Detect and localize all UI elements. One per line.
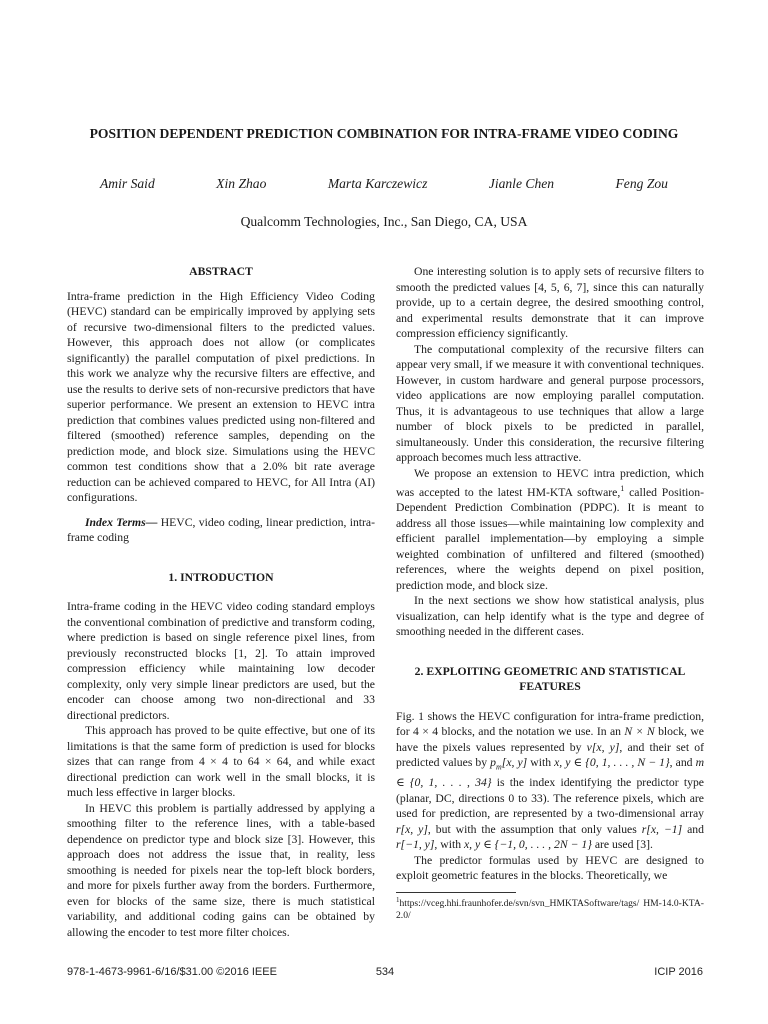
author-list (100, 176, 668, 192)
intro-paragraph-6: We propose an extension to HEVC intra prediction, which was accepted to the latest HM-KTA software,$^1$ called Position-Dependent Prediction Combination (PDPC). It is meant to address all those issues—while maintaining low complexity and efficient parallel implementation—by employing a simple weighted combination of unfiltered and filtered (smoothed) references, where the weights depend on pixel position, prediction mode, and block size. (396, 466, 704, 592)
left-column (67, 264, 375, 940)
footnote-number: 1 (396, 895, 400, 904)
index-terms-label: Index Terms— (85, 515, 158, 529)
section-2-paragraph-1: Fig. 1 shows the HEVC configuration for intra-frame prediction, for 4 × 4 blocks, and the notation we use. In an N × N block, we have the pixels values represented by v[x, y], and their set of predicted values by $p_m[x$, y] with x, y ∈ {0, 1, . . . , N − 1}, and m ∈ {0, 1, . . . , 34} is the index identifying the predictor type (planar, DC, directions 0 to 33). The reference pixels, which are used for prediction, are represented by a two-dimensional array r[x, y], but with the assumption that only values r[x, −1] and r[−1, y], with x, y ∈ {−1, 0, . . . , 2N − 1} are used [3]. (396, 709, 705, 852)
page-number: 534 (375, 966, 395, 978)
paper-title: POSITION DEPENDENT PREDICTION COMBINATION FOR INTRA-FRAME VIDEO CODING (89, 126, 679, 141)
footnote-url: https://vceg.hhi.fraunhofer.de/svn/svn_HMKTASoftware/tags/ HM-14.0-KTA-2.0/ (396, 897, 704, 921)
intro-paragraph-7: In the next sections we show how statistical analysis, plus visualization, can help identify what is the type and degree of smoothing needed in the different cases. (396, 594, 704, 639)
intro-paragraph-4: One interesting solution is to apply sets of recursive filters to smooth the predicted values [4, 5, 6, 7], since this can naturally provide, up to a certain degree, the desired smoothing control, and experimental results demonstrate that it can improve compression efficiency significantly. (396, 265, 704, 340)
affiliation: Qualcomm Technologies, Inc., San Diego, CA, USA (240, 214, 528, 229)
intro-paragraph-5: The computational complexity of the recursive filters can appear very small, if we measure it with conventional techniques. However, in custom hardware and general purpose processors, video applications are now employing parallel computation. Thus, it is advantageous to use techniques that allow a large number of block pixels to be predicted in parallel, simultaneously. Under this consideration, the recursive filtering approach becomes much less attractive. (396, 342, 704, 464)
footer-isbn: 978-1-4673-9961-6/16/$31.00 ©2016 IEEE (67, 966, 277, 978)
author-name: Marta Karczewicz (327, 176, 428, 191)
abstract-text: Intra-frame prediction in the High Efficiency Video Coding (HEVC) standard can be empirically improved by applying sets of recursive two-dimensional filters to the predicted values. However, this approach does not allow (or complicates significantly) the parallel computation of pixel predictions. In this work we analyze why the recursive filters are effective, and use the results to derive sets of non-recursive predictors that have superior performance. We present an extension to HEVC intra prediction that combines values predicted using non-filtered and filtered (smoothed) reference samples, depending on the prediction mode, and block size. Simulations using the HEVC common test conditions show that a 2.0% bit rate average reduction can be achieved compared to HEVC, for All Intra (AI) configurations. (67, 289, 375, 504)
abstract-heading: ABSTRACT (189, 265, 253, 278)
section-2-heading: 2. EXPLOITING GEOMETRIC AND STATISTICAL FEATURES (414, 664, 686, 694)
intro-paragraph-1: Intra-frame coding in the HEVC video coding standard employs the conventional combination of predictive and transform coding, where prediction is based on single reference pixel lines, from previously reconstructed blocks [1, 2]. To attain improved compression efficiency while maintaining low decoder complexity, only very simple linear predictors are used, but the encoder can choose among two non-directional and 33 directional predictors. (67, 600, 375, 722)
conference-name: ICIP 2016 (654, 966, 703, 978)
right-column (396, 264, 704, 922)
index-terms-text: HEVC, video coding, linear prediction, intra-frame coding (67, 515, 376, 544)
introduction-heading: 1. INTRODUCTION (168, 570, 274, 584)
author-name: Feng Zou (615, 176, 668, 191)
footnote (396, 894, 704, 922)
author-name: Amir Said (100, 176, 155, 191)
author-name: Xin Zhao (216, 176, 267, 191)
intro-paragraph-3: In HEVC this problem is partially addressed by applying a smoothing filter to the reference lines, with a table-based dependence on predictor type and block size [3]. However, this approach does not address the issue that, in reality, less smoothing is needed for pixels near the top-left block borders, and more for pixels further away from the borders. Furthermore, even for blocks of the same size, there is much statistical variability, and additional coding gains can be obtained by allowing the encoder to test more filter choices. (67, 801, 375, 939)
intro-paragraph-2: This approach has proved to be quite effective, but one of its limitations is that the same form of prediction is used for blocks sizes that can range from 4 × 4 to 64 × 64, and while exact directional prediction can work well in the small blocks, it is much less effective in larger blocks. (67, 724, 375, 799)
index-terms (67, 515, 375, 546)
section-2-paragraph-2: The predictor formulas used by HEVC are designed to exploit geometric features in the blocks. Theoretically, we (396, 853, 704, 883)
author-name: Jianle Chen (488, 176, 555, 191)
footnote-marker: 1 (620, 484, 625, 493)
